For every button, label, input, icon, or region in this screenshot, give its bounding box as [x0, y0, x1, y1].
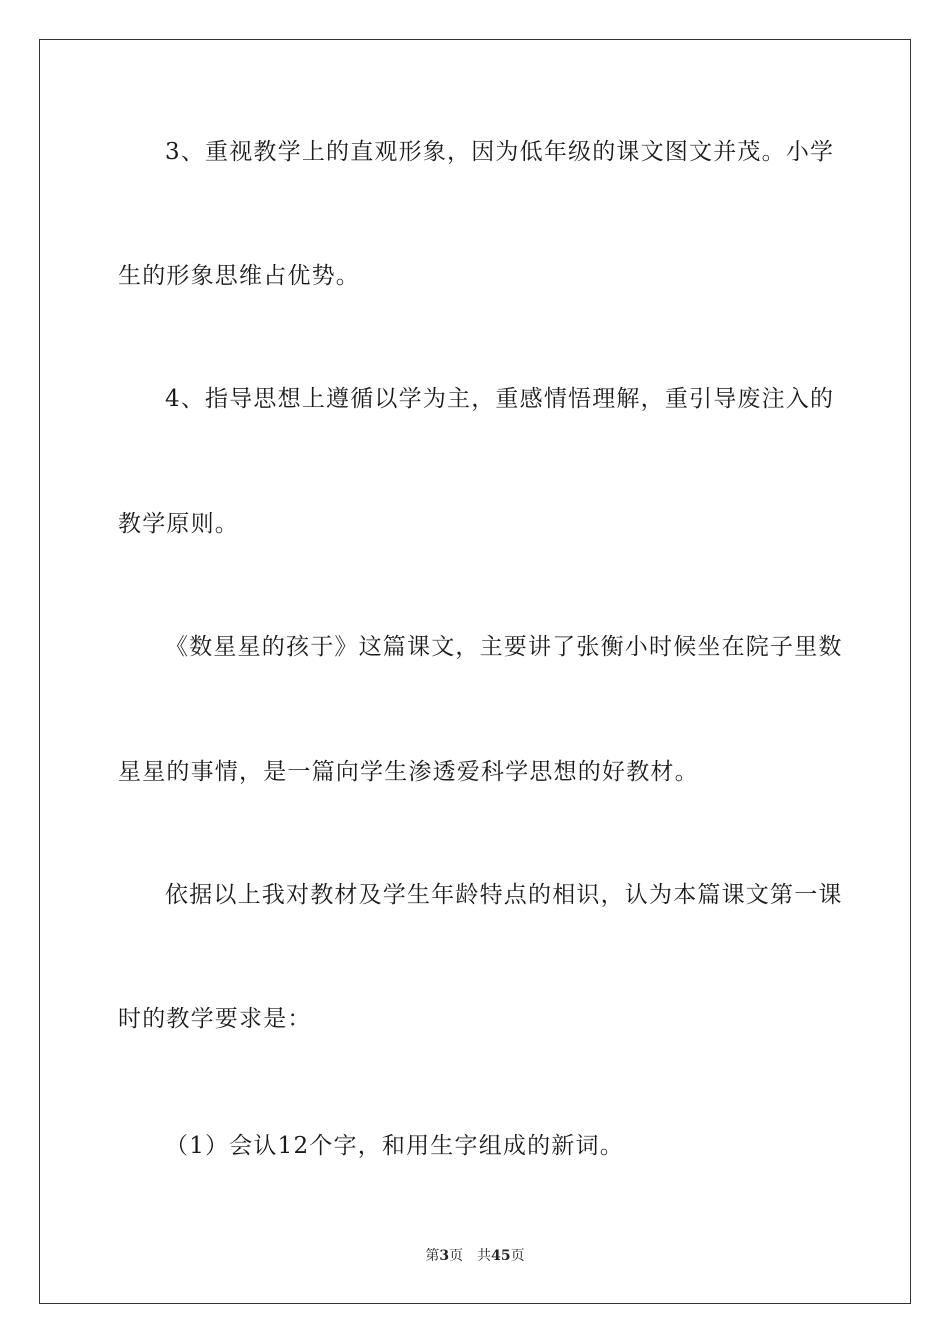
paragraph-line: （1）会认12个字，和用生字组成的新词。 [165, 1133, 624, 1159]
footer-total-prefix: 共 [477, 1248, 492, 1264]
paragraph-line: 3、重视教学上的直观形象，因为低年级的课文图文并茂。小学 [165, 139, 835, 165]
paragraph-line: 时的教学要求是： [118, 1006, 312, 1032]
paragraph-line: 依据以上我对教材及学生年龄特点的相识，认为本篇课文第一课 [165, 882, 843, 908]
footer-total-pages: 45 [491, 1248, 511, 1264]
footer-total-suffix: 页 [510, 1248, 525, 1264]
footer-page-suffix: 页 [449, 1248, 464, 1264]
footer-page-prefix: 第 [425, 1248, 440, 1264]
paragraph-line: 教学原则。 [118, 511, 239, 537]
paragraph-line: 4、指导思想上遵循以学为主，重感情悟理解，重引导废注入的 [165, 386, 835, 412]
page-footer [0, 1247, 950, 1265]
paragraph-line: 星星的事情，是一篇向学生渗透爱科学思想的好教材。 [118, 759, 699, 785]
paragraph-line: 生的形象思维占优势。 [118, 263, 360, 289]
footer-page-number: 3 [439, 1248, 450, 1264]
paragraph-line: 《数星星的孩于》这篇课文，主要讲了张衡小时候坐在院子里数 [165, 634, 843, 660]
page-border [39, 39, 911, 1304]
